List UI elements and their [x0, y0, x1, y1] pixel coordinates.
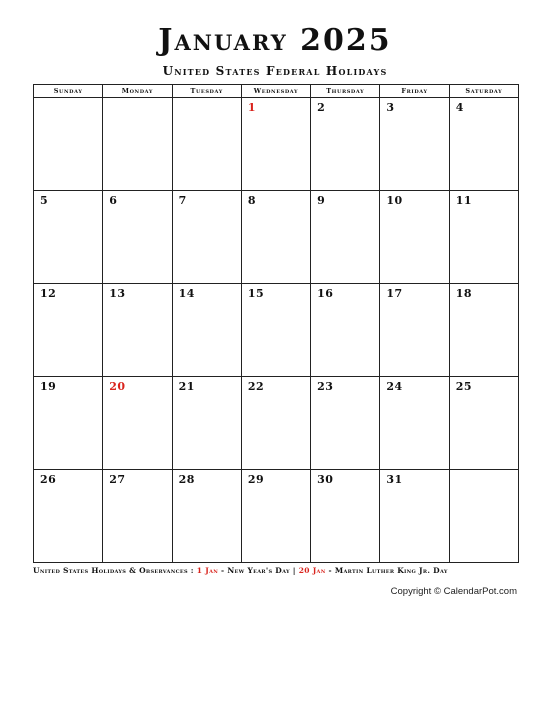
day-number: 9 [317, 194, 326, 207]
week-row [34, 284, 519, 377]
day-cell [103, 377, 172, 470]
weekday-header: Sunday [34, 85, 103, 98]
week-row [34, 191, 519, 284]
day-cell [311, 470, 380, 563]
day-cell [311, 284, 380, 377]
day-cell [380, 377, 449, 470]
day-number: 21 [178, 380, 195, 393]
day-cell [34, 191, 103, 284]
weekday-header: Friday [380, 85, 449, 98]
day-number: 22 [247, 380, 265, 393]
day-cell [449, 98, 518, 191]
holidays-footnote-prefix: United States Holidays & Observances : [33, 566, 194, 575]
day-cell [311, 377, 380, 470]
day-cell [380, 284, 449, 377]
day-number: 26 [40, 473, 57, 486]
day-cell [241, 98, 310, 191]
day-number: 1 [247, 101, 256, 114]
day-number: 2 [317, 101, 326, 114]
day-number: 25 [455, 380, 472, 393]
day-cell [172, 470, 241, 563]
weekday-header: Thursday [311, 85, 380, 98]
day-number: 29 [247, 473, 265, 486]
week-row [34, 470, 519, 563]
holiday-name: - New Year's Day | [221, 566, 296, 575]
day-number: 12 [40, 287, 57, 300]
day-number: 3 [386, 101, 395, 114]
day-number: 8 [247, 194, 256, 207]
weekday-header: Wednesday [241, 85, 310, 98]
weekday-header: Monday [103, 85, 172, 98]
holiday-name: - Martin Luther King Jr. Day [328, 566, 448, 575]
day-number: 15 [247, 287, 265, 300]
day-number: 28 [178, 473, 195, 486]
day-cell [241, 377, 310, 470]
day-cell [34, 377, 103, 470]
day-number: 5 [40, 194, 49, 207]
page-title: January 2025 [158, 23, 392, 58]
day-number: 11 [455, 194, 472, 207]
day-cell [172, 377, 241, 470]
page-subtitle: United States Federal Holidays [162, 64, 388, 78]
day-cell [241, 284, 310, 377]
week-row [34, 98, 519, 191]
day-cell [34, 284, 103, 377]
copyright-text: Copyright © CalendarPot.com [390, 586, 517, 597]
day-number: 16 [317, 287, 334, 300]
day-cell [172, 191, 241, 284]
day-number: 14 [178, 287, 195, 300]
empty-day-cell [449, 470, 518, 563]
weekday-header-row [34, 85, 519, 98]
day-cell [34, 470, 103, 563]
weekday-header: Saturday [449, 85, 518, 98]
week-row [34, 377, 519, 470]
empty-day-cell [172, 98, 241, 191]
day-number: 24 [386, 380, 403, 393]
day-number: 10 [386, 194, 403, 207]
day-number: 6 [109, 194, 118, 207]
day-number: 30 [317, 473, 334, 486]
holiday-date: 20 Jan [298, 566, 326, 575]
holiday-date: 1 Jan [196, 566, 219, 575]
day-cell [449, 191, 518, 284]
calendar-grid [33, 84, 519, 563]
empty-day-cell [103, 98, 172, 191]
day-cell [241, 191, 310, 284]
day-cell [380, 98, 449, 191]
day-number: 18 [455, 287, 472, 300]
empty-day-cell [34, 98, 103, 191]
day-cell [311, 191, 380, 284]
day-number: 23 [317, 380, 334, 393]
day-number: 17 [386, 287, 403, 300]
day-number: 19 [40, 380, 57, 393]
day-cell [103, 470, 172, 563]
day-number: 4 [455, 101, 464, 114]
day-cell [380, 470, 449, 563]
day-number: 31 [386, 473, 403, 486]
day-cell [449, 284, 518, 377]
day-number: 13 [109, 287, 126, 300]
day-cell [449, 377, 518, 470]
day-cell [311, 98, 380, 191]
day-cell [241, 470, 310, 563]
weekday-header: Tuesday [172, 85, 241, 98]
day-cell [103, 284, 172, 377]
day-number: 7 [178, 194, 187, 207]
day-number: 27 [109, 473, 126, 486]
day-cell [380, 191, 449, 284]
day-cell [103, 191, 172, 284]
day-number: 20 [109, 380, 126, 393]
calendar-body [34, 98, 519, 563]
day-cell [172, 284, 241, 377]
holidays-footnote [33, 566, 503, 575]
